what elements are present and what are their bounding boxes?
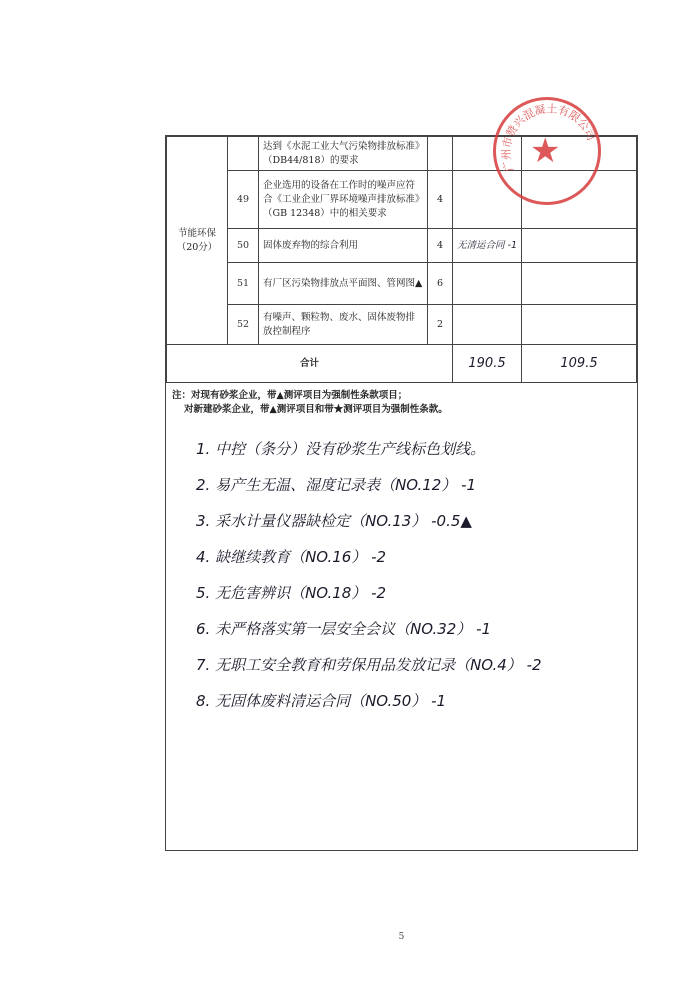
- list-item: 5. 无危害辨识（NO.18） -2: [196, 584, 387, 602]
- company-seal: [493, 97, 601, 205]
- list-item: 1. 中控（条分）没有砂浆生产线标色划线。: [196, 440, 486, 458]
- row-score: 2: [428, 305, 453, 345]
- list-item: 6. 未严格落实第一层安全会议（NO.32） -1: [196, 620, 492, 638]
- list-item: 7. 无职工安全教育和劳保用品发放记录（NO.4） -2: [196, 656, 542, 674]
- row-deduct: [522, 305, 637, 345]
- table-row: [167, 229, 637, 263]
- row-number: [228, 137, 259, 171]
- table-row: [167, 263, 637, 305]
- table-row: [167, 305, 637, 345]
- row-text: 有噪声、颗粒物、废水、固体废物排放控制程序: [259, 305, 428, 345]
- row-remark: 无清运合同 -1: [453, 229, 522, 263]
- row-remark: [453, 305, 522, 345]
- total-value-a: 190.5: [453, 345, 522, 383]
- row-text: 有厂区污染物排放点平面图、管网图▲: [259, 263, 428, 305]
- row-deduct: [522, 263, 637, 305]
- list-item: 8. 无固体废料清运合同（NO.50） -1: [196, 692, 447, 710]
- row-remark: [453, 263, 522, 305]
- note-block: [166, 386, 637, 420]
- row-deduct: [522, 229, 637, 263]
- total-value-b: 109.5: [522, 345, 637, 383]
- list-item: 3. 采水计量仪器缺检定（NO.13） -0.5▲: [196, 512, 472, 530]
- star-icon: ★: [530, 131, 561, 171]
- row-text: 固体废弃物的综合利用: [259, 229, 428, 263]
- total-label: 合计: [167, 345, 453, 383]
- page-number: 5: [398, 932, 405, 942]
- handwritten-findings: [196, 431, 626, 719]
- row-number: 49: [228, 171, 259, 229]
- note-line-1: 注：对现有砂浆企业，带▲测评项目为强制性条款项目；: [172, 390, 408, 401]
- row-score: 4: [428, 229, 453, 263]
- list-item: 4. 缺继续教育（NO.16） -2: [196, 548, 387, 566]
- document-page: [165, 131, 638, 942]
- row-number: 52: [228, 305, 259, 345]
- note-line-2: 对新建砂浆企业，带▲测评项目和带★测评项目为强制性条款。: [184, 404, 448, 415]
- row-score: [428, 137, 453, 171]
- total-row: [167, 345, 637, 383]
- row-text: 达到《水泥工业大气污染物排放标准》（DB44/818）的要求: [259, 137, 428, 171]
- row-number: 50: [228, 229, 259, 263]
- row-score: 4: [428, 171, 453, 229]
- row-number: 51: [228, 263, 259, 305]
- row-text: 企业选用的设备在工作时的噪声应符合《工业企业厂界环境噪声排放标准》（GB 12348）中的相关要求: [259, 171, 428, 229]
- list-item: 2. 易产生无温、湿度记录表（NO.12） -1: [196, 476, 477, 494]
- category-cell: 节能环保（20分）: [167, 137, 228, 345]
- seal-text: 广州市赞兴混凝土有限公司: [499, 102, 598, 174]
- row-score: 6: [428, 263, 453, 305]
